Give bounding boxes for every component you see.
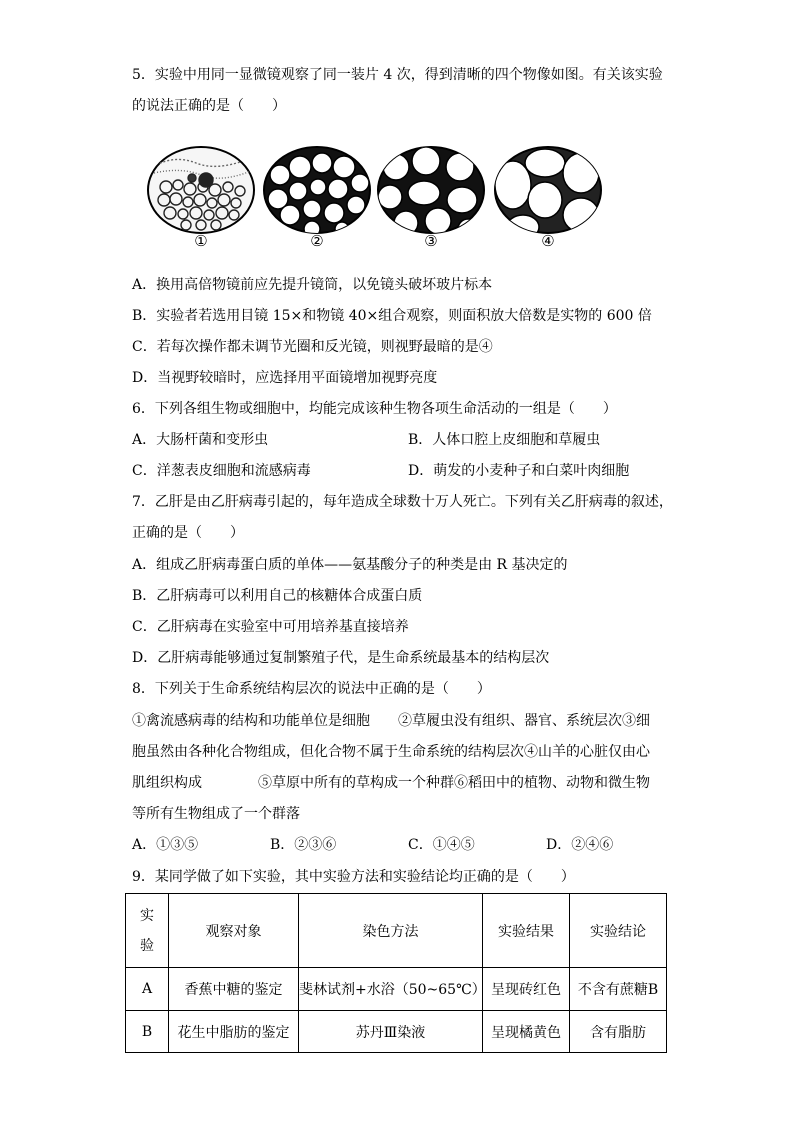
table-cell: 苏丹Ⅲ染液 [299,1011,483,1053]
q8-body-line4: 等所有生物组成了一个群落 [132,806,300,822]
table-cell: 香蕉中糖的鉴定 [169,968,299,1011]
header-cell-experiment [126,894,169,968]
q9-table [125,893,667,1053]
q9-stem: 9．某同学做了如下实验，其中实验方法和实验结论均正确的是（ ） [132,869,575,885]
q8-option-b: B．②③⑥ [270,837,337,853]
q7-option-c: C．乙肝病毒在实验室中可用培养基直接培养 [132,619,409,635]
q6-option-d: D．萌发的小麦种子和白菜叶肉细胞 [408,463,630,479]
table-cell: A [126,968,169,1011]
header-cell-conclusion: 实验结论 [570,894,667,968]
q7-stem-line2: 正确的是（ ） [132,525,244,541]
q6-option-b: B．人体口腔上皮细胞和草履虫 [408,432,601,448]
table-row [126,968,667,1011]
table-cell: 斐林试剂+水浴（50~65℃） [299,968,483,1011]
micrograph-4-label: ④ [541,232,555,250]
q8-body-line3: 肌组织构成 ⑤草原中所有的草构成一个种群⑥稻田中的植物、动物和微生物 [132,775,650,791]
q7-option-a: A．组成乙肝病毒蛋白质的单体——氨基酸分子的种类是由 R 基决定的 [132,557,568,573]
micrograph-1-label: ① [194,232,208,250]
micrograph-2-label: ② [310,232,324,250]
q6-option-a: A．大肠杆菌和变形虫 [132,432,269,448]
header-cell-stain-method: 染色方法 [299,894,483,968]
q5-stem-line1: 5．实验中用同一显微镜观察了同一装片 4 次，得到清晰的四个物像如图。有关该实验 [132,67,663,83]
table-cell: 不含有蔗糖B [570,968,667,1011]
table-cell: 呈现橘黄色 [483,1011,570,1053]
q8-body-line1: ①禽流感病毒的结构和功能单位是细胞 ②草履虫没有组织、器官、系统层次③细 [132,713,650,729]
header-cell-result: 实验结果 [483,894,570,968]
header-experiment-char1: 实 [140,907,154,924]
q8-option-c: C．①④⑤ [408,837,475,853]
q5-option-d: D．当视野较暗时，应选择用平面镜增加视野亮度 [132,370,438,386]
table-cell: 呈现砖红色 [483,968,570,1011]
q8-body-line2: 胞虽然由各种化合物组成，但化合物不属于生命系统的结构层次④山羊的心脏仅由心 [132,744,650,760]
q7-stem-line1: 7．乙肝是由乙肝病毒引起的，每年造成全球数十万人死亡。下列有关乙肝病毒的叙述， [132,494,673,510]
q6-option-c: C．洋葱表皮细胞和流感病毒 [132,463,311,479]
header-cell-object: 观察对象 [169,894,299,968]
q7-option-d: D．乙肝病毒能够通过复制繁殖子代，是生命系统最基本的结构层次 [132,650,550,666]
table-cell: 含有脂肪 [570,1011,667,1053]
q6-stem: 6．下列各组生物或细胞中，均能完成该种生物各项生命活动的一组是（ ） [132,401,617,417]
q5-option-c: C．若每次操作都未调节光圈和反光镜，则视野最暗的是④ [132,339,493,355]
q7-option-b: B．乙肝病毒可以利用自己的核糖体合成蛋白质 [132,588,423,604]
q5-stem-line2: 的说法正确的是（ ） [132,98,286,114]
q8-option-d: D．②④⑥ [546,837,614,853]
micrograph-3-label: ③ [424,232,438,250]
header-experiment-char2: 验 [140,937,154,954]
table-cell: 花生中脂肪的鉴定 [169,1011,299,1053]
q8-option-a: A．①③⑤ [132,837,199,853]
q8-stem: 8．下列关于生命系统结构层次的说法中正确的是（ ） [132,681,491,697]
table-header-row [126,894,667,968]
q5-option-b: B．实验者若选用目镜 15×和物镜 40×组合观察，则面积放大倍数是实物的 600 倍 [132,308,652,324]
table-row [126,1011,667,1053]
table-cell: B [126,1011,169,1053]
q5-option-a: A．换用高倍物镜前应先提升镜筒，以免镜头破坏玻片标本 [132,277,493,293]
